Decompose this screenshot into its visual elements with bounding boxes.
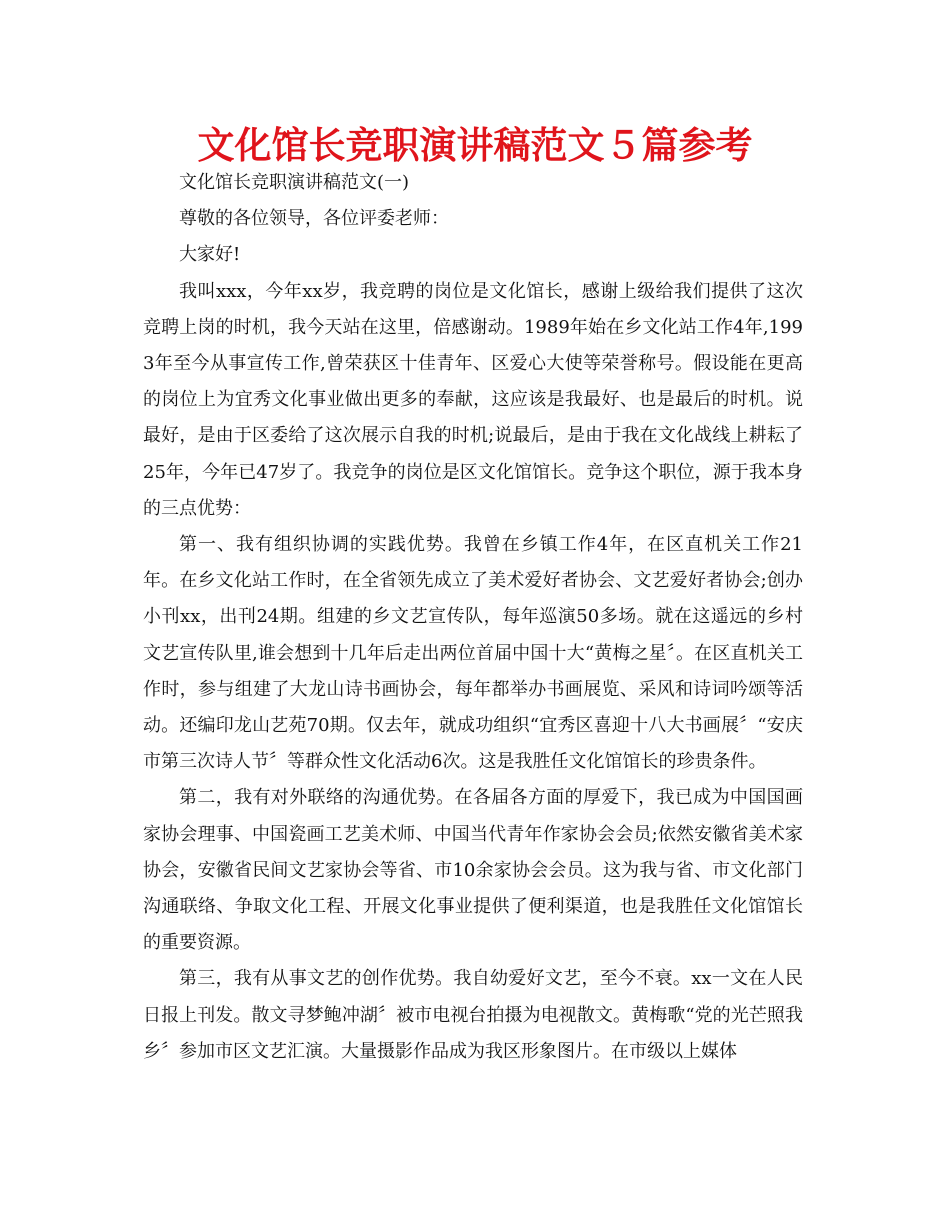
advantage-one-paragraph: 第一、我有组织协调的实践优势。我曾在乡镇工作4年，在区直机关工作21年。在乡文化站工作时，在全省领先成立了美术爱好者协会、文艺爱好者协会;创办小刊xx，出刊24期。组建的乡文艺宣传队，每年巡演50多场。就在这遥远的乡村文艺宣传队里,谁会想到十几年后走出两位首届中国十大“黄梅之星〞。在区直机关工作时，参与组建了大龙山诗书画协会，每年都举办书画展览、采风和诗词吟颂等活动。还编印龙山艺苑70期。仅去年，就成功组织“宜秀区喜迎十八大书画展〞“安庆市第三次诗人节〞等群众性文化活动6次。这是我胜任文化馆馆长的珍贵条件。 [143, 534, 803, 773]
intro-paragraph: 我叫xxx，今年xx岁，我竞聘的岗位是文化馆长，感谢上级给我们提供了这次竞聘上岗的时机，我今天站在这里，倍感谢动。1989年始在乡文化站工作4年,1993年至今从事宣传工作,曾荣获区十佳青年、区爱心大使等荣誉称号。假设能在更高的岗位上为宜秀文化事业做出更多的奉献，这应该是我最好、也是最后的时机。说最好，是由于区委给了这次展示自我的时机;说最后，是由于我在文化战线上耕耘了25年，今年已47岁了。我竞争的岗位是区文化馆馆长。竞争这个职位，源于我本身的三点优势： [143, 280, 803, 519]
greeting-paragraph: 大家好! [179, 244, 241, 266]
salutation-paragraph: 尊敬的各位领导，各位评委老师： [179, 208, 449, 230]
advantage-two-paragraph: 第二，我有对外联络的沟通优势。在各届各方面的厚爱下，我已成为中国国画家协会理事、中国瓷画工艺美术师、中国当代青年作家协会会员;依然安徽省美术家协会，安徽省民间文艺家协会等省、市10余家协会会员。这为我与省、市文化部门沟通联络、争取文化工程、开展文化事业提供了便利渠道，也是我胜任文化馆馆长的重要资源。 [143, 787, 803, 954]
advantage-three-paragraph: 第三，我有从事文艺的创作优势。我自幼爱好文艺，至今不衰。xx一文在人民日报上刊发。散文寻梦鲍冲湖〞被市电视台拍摄为电视散文。黄梅歌“党的光芒照我乡〞参加市区文艺汇演。大量摄影作品成为我区形象图片。在市级以上媒体 [143, 968, 803, 1062]
document-title: 文化馆长竞职演讲稿范文５篇参考 [197, 124, 753, 167]
document-body [143, 165, 803, 1070]
subtitle-paragraph: 文化馆长竞职演讲稿范文(一) [179, 172, 410, 193]
